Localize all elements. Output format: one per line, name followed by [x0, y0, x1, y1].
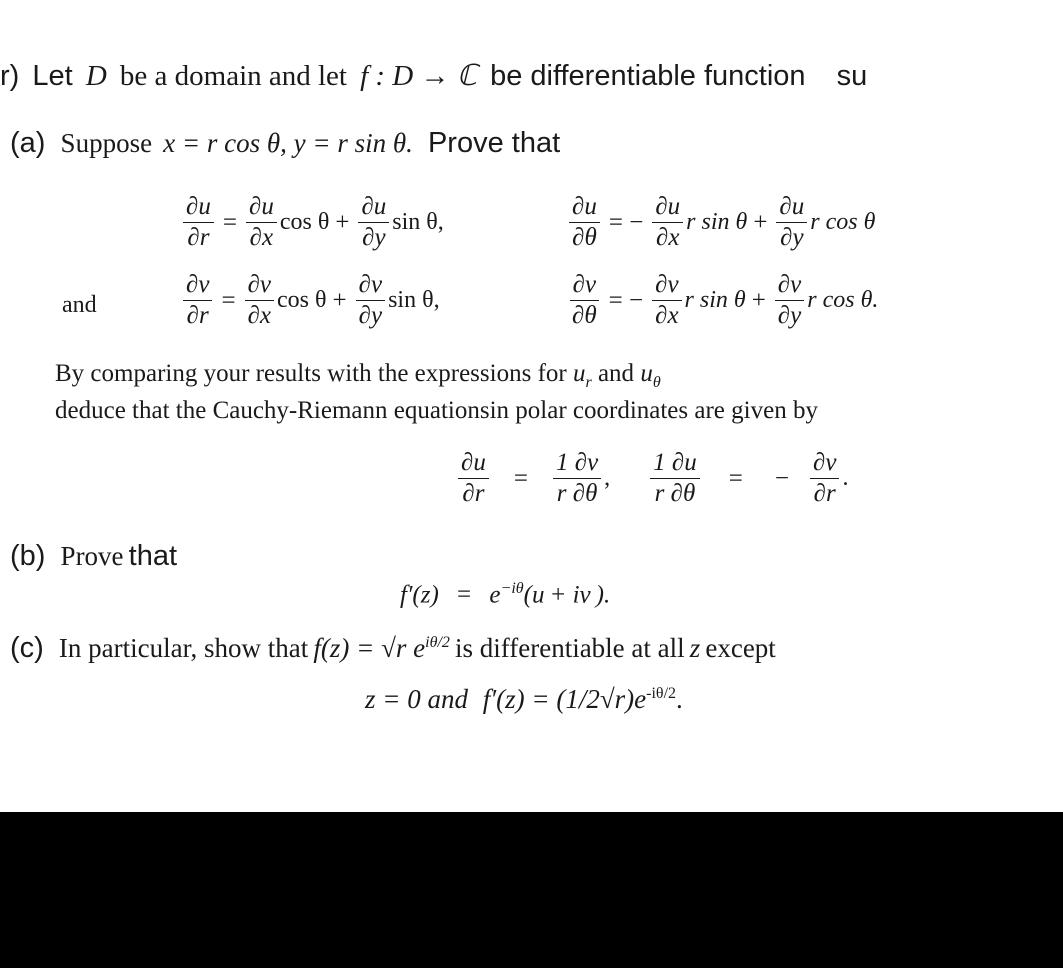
- z-variable: z: [689, 633, 701, 663]
- part-c-line-1: [10, 632, 776, 665]
- cos-term: cos θ: [279, 209, 330, 236]
- dv-dr-fraction: $\frac{\partial v}{\partial r}$: [183, 272, 212, 330]
- du-dx-fraction: $\frac{\partial u}{\partial x}$: [246, 194, 277, 252]
- function-definition: f(z) = √r $e^{i\theta/2}$: [313, 633, 450, 663]
- z-zero-condition: z = 0 and: [365, 684, 468, 714]
- one-over-r-du-dtheta: $\frac{1 \partial u}{r \partial\theta}$: [650, 450, 700, 508]
- du-dtheta-fraction: $\frac{\partial u}{\partial\theta}$: [569, 194, 600, 252]
- period: .: [676, 684, 683, 714]
- derivative-lhs: f′(z): [400, 581, 439, 609]
- differentiable-text: be differentiable function: [490, 60, 806, 92]
- u-r-symbol: $u_r$: [572, 360, 592, 391]
- du-dy-fraction: $\frac{\partial u}{\partial y}$: [358, 194, 389, 252]
- equation-v-theta: [566, 272, 878, 330]
- du-dr-fraction: $\frac{\partial u}{\partial r}$: [458, 450, 489, 508]
- plus-sign: +: [751, 286, 766, 314]
- r-sin-term: r sin θ: [686, 209, 748, 236]
- part-c-intro: In particular, show that: [58, 633, 309, 663]
- comparing-text: By comparing your results with the expressions for: [55, 360, 567, 387]
- except-word: except: [705, 633, 776, 663]
- equals-sign: =: [513, 464, 528, 492]
- du-dy-fraction: $\frac{\partial u}{\partial y}$: [776, 194, 807, 252]
- r-sin-term: r sin θ: [684, 287, 746, 314]
- part-b-formula: [400, 580, 610, 609]
- minus-sign: −: [774, 464, 789, 492]
- part-c-label: (c): [10, 632, 44, 664]
- polar-substitution: x = r cos θ, y = r sin θ.: [163, 128, 413, 158]
- part-a-label: (a): [10, 127, 46, 159]
- r-cos-term: r cos θ: [810, 209, 876, 236]
- suppose-word: Suppose: [60, 128, 153, 158]
- part-b-label: (b): [10, 540, 46, 572]
- equation-u-theta: [566, 194, 875, 252]
- differentiable-text: is differentiable at all: [454, 633, 685, 663]
- prove-that-text: Prove that: [427, 127, 561, 159]
- equals-minus: = −: [608, 286, 644, 314]
- u-theta-symbol: $u_\theta$: [640, 360, 661, 391]
- let-word: Let: [32, 60, 73, 92]
- that-word: that: [128, 540, 178, 572]
- equation-u-partials: [180, 194, 444, 252]
- dv-dr-fraction: $\frac{\partial v}{\partial r}$: [810, 450, 839, 508]
- plus-sign: +: [753, 208, 768, 236]
- cutoff-text: su: [836, 60, 868, 92]
- equals-sign: =: [222, 208, 237, 236]
- problem-statement-line: [0, 58, 867, 93]
- cauchy-riemann-equations: [455, 450, 848, 508]
- domain-symbol: D: [85, 60, 107, 92]
- exp-power: −iθ: [500, 580, 524, 597]
- sin-term: sin θ,: [392, 209, 444, 236]
- equation-v-partials: [180, 272, 440, 330]
- prove-word: Prove: [60, 541, 124, 571]
- equals-sign: =: [728, 464, 743, 492]
- comparing-sentence: [55, 360, 661, 392]
- one-over-r-dv-dtheta: $\frac{1 \partial v}{r \partial\theta}$: [553, 450, 601, 508]
- r-cos-term: r cos θ.: [807, 287, 879, 314]
- plus-sign: +: [332, 286, 347, 314]
- equals-sign: =: [457, 581, 472, 609]
- du-dx-fraction: $\frac{\partial u}{\partial x}$: [652, 194, 683, 252]
- deduce-sentence: deduce that the Cauchy-Riemann equationsin polar coordinates are given by: [55, 397, 818, 424]
- problem-number-fragment: r): [0, 60, 20, 92]
- dv-dx-fraction: $\frac{\partial v}{\partial x}$: [245, 272, 274, 330]
- derivative-exponent: -iθ/2: [646, 685, 677, 702]
- derivative-result: f′(z) = (1/2√r)e: [482, 684, 647, 714]
- dv-dy-fraction: $\frac{\partial v}{\partial y}$: [356, 272, 385, 330]
- period: .: [842, 465, 849, 492]
- part-a-heading: [10, 127, 560, 160]
- and-word: and: [597, 360, 635, 387]
- domain-text: be a domain and let: [119, 60, 347, 92]
- part-c-line-2: [365, 684, 683, 715]
- exp-base: e: [489, 581, 501, 609]
- plus-sign: +: [335, 208, 350, 236]
- cos-term: cos θ: [277, 287, 327, 314]
- dv-dx-fraction: $\frac{\partial v}{\partial x}$: [652, 272, 681, 330]
- dv-dtheta-fraction: $\frac{\partial v}{\partial\theta}$: [569, 272, 600, 330]
- equals-minus: = −: [608, 208, 644, 236]
- part-b-heading: [10, 540, 177, 573]
- dv-dy-fraction: $\frac{\partial v}{\partial y}$: [775, 272, 804, 330]
- function-map: f : D → ℂ: [360, 60, 477, 92]
- sin-term: sin θ,: [388, 287, 440, 314]
- and-word: and: [62, 292, 97, 318]
- comma: ,: [604, 465, 611, 492]
- equals-sign: =: [221, 286, 236, 314]
- du-dr-fraction: $\frac{\partial u}{\partial r}$: [183, 194, 214, 252]
- formula-tail: (u + iv ).: [523, 581, 611, 609]
